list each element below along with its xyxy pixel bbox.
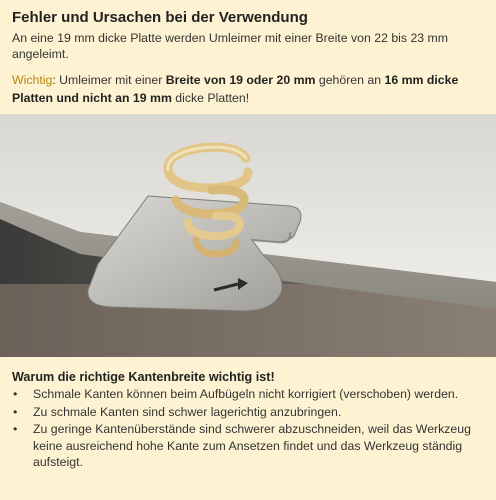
photo-illustration	[0, 114, 496, 357]
warning-label: Wichtig	[12, 73, 53, 87]
reasons-section	[0, 358, 496, 500]
list-item	[12, 404, 490, 421]
warning-part-2: gehören an	[315, 73, 385, 87]
warning-text	[12, 71, 490, 107]
list-item-text: Zu schmale Kanten sind schwer lagerichtig anzubringen.	[33, 404, 342, 419]
reasons-title: Warum die richtige Kantenbreite wichtig ist!	[12, 370, 275, 384]
warning-bold-2: 16 mm dicke Platten und nicht an 19 mm	[12, 73, 459, 105]
warning-bold-1: Breite von 19 oder 20 mm	[165, 73, 316, 87]
bullet-icon: •	[13, 404, 18, 419]
warning-part-1: : Umleimer mit einer	[52, 73, 166, 87]
list-item-text: Schmale Kanten können beim Aufbügeln nicht korrigiert (verschoben) werden.	[33, 387, 459, 401]
header-section	[0, 0, 496, 110]
list-item	[12, 421, 490, 471]
bullet-icon: •	[13, 387, 18, 401]
intro-text: An eine 19 mm dicke Platte werden Umleimer mit einer Breite von 22 bis 23 mm angeleimt.	[12, 31, 449, 61]
list-item-text: Zu geringe Kantenüberstände sind schwerer abzuschneiden, weil das Werkzeug keine ausreichend hohe Kante zum Ansetzen findet und das Werkzeug ständig aufsteigt.	[33, 422, 471, 469]
list-item	[12, 386, 490, 403]
page-title: Fehler und Ursachen bei der Verwendung	[12, 9, 308, 26]
warning-part-3: dicke Platten!	[171, 91, 250, 105]
reasons-list	[12, 386, 490, 472]
bullet-icon: •	[13, 422, 18, 436]
edge-trimmer-photo	[0, 114, 496, 357]
